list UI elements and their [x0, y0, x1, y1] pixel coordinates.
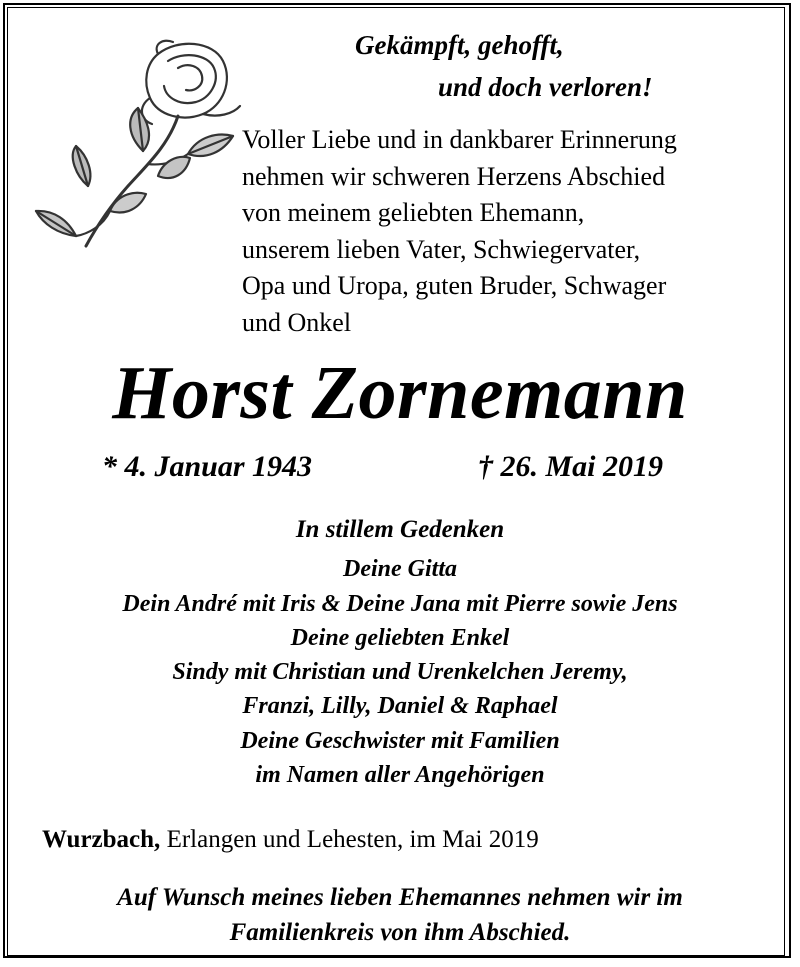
place-rest: Erlangen und Lehesten, im Mai 2019: [160, 826, 539, 853]
motto-line-1: Gekämpft, gehofft,: [355, 30, 564, 60]
mourner-line: Deine geliebten Enkel: [290, 624, 510, 651]
intro-line: Opa und Uropa, guten Bruder, Schwager: [242, 271, 667, 300]
intro-line: nehmen wir schweren Herzens Abschied: [242, 161, 666, 191]
death-date: † 26. Mai 2019: [478, 450, 664, 483]
place-date-line: [42, 826, 539, 854]
farewell-note: [0, 880, 800, 950]
intro-line: von meinem geliebten Ehemann,: [242, 198, 585, 227]
intro-text: [242, 122, 787, 341]
mourners-block: [0, 513, 800, 792]
mourner-line: im Namen aller Angehörigen: [255, 762, 545, 789]
place-town: Wurzbach,: [42, 826, 161, 853]
intro-line: und Onkel: [242, 307, 352, 337]
mourner-line: Dein André mit Iris & Deine Jana mit Pierre sowie Jens: [122, 590, 678, 617]
birth-date: * 4. Januar 1943: [102, 450, 313, 483]
intro-line: unserem lieben Vater, Schwiegervater,: [242, 234, 641, 264]
mourner-line: Franzi, Lilly, Daniel & Raphael: [242, 693, 558, 720]
rose-icon: [28, 36, 248, 266]
mourner-line: Deine Geschwister mit Familien: [240, 727, 560, 754]
mourner-line: Sindy mit Christian und Urenkelchen Jeremy,: [172, 659, 628, 686]
mourners-title: In stillem Gedenken: [295, 516, 505, 543]
note-line: Familienkreis von ihm Abschied.: [229, 919, 571, 946]
mourner-line: Deine Gitta: [343, 556, 457, 583]
intro-line: Voller Liebe und in dankbarer Erinnerung: [242, 125, 677, 154]
motto-line-2: und doch verloren!: [438, 72, 653, 102]
note-line: Auf Wunsch meines lieben Ehemannes nehmen wir im: [117, 884, 683, 911]
deceased-name: Horst Zornemann: [112, 351, 688, 435]
